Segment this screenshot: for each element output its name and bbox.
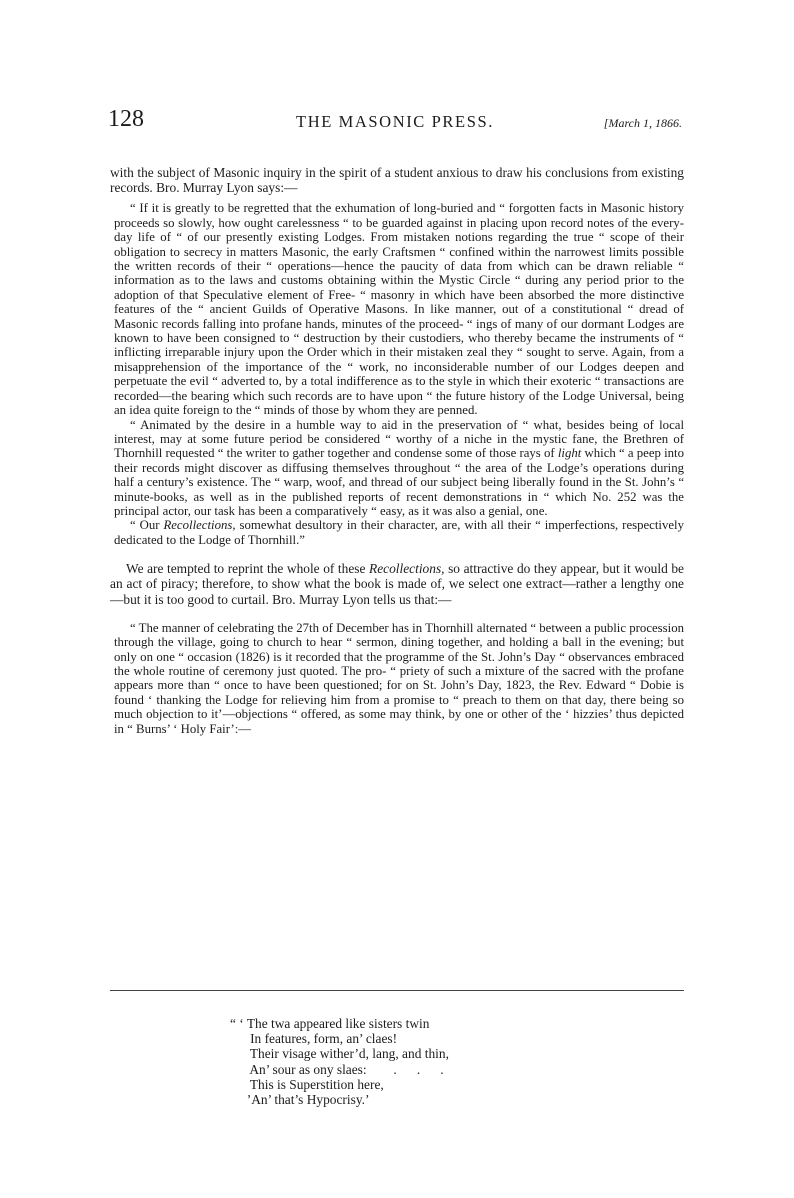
quote-text: which “ a peep into their records might discover as diffusing themselves throughout “ the area of the Lodge’s operations during half a century’s existence. The “ warp, woof, and thread of our subject being liberally found in the St. John’s “ minute-books, as well as in the published reports of recent demonstrations in “ which No. 252 was the principal actor, our task has been a comparatively “ easy, as it was also a genial, one.	[114, 446, 685, 518]
verse-line: ’An’ that’s Hypocrisy.’	[230, 1092, 370, 1108]
quote-lyon	[110, 201, 684, 547]
quote-text: “ Animated by the desire in a humble way to aid in the preservation of “ what, besides being of local interest, may at some future period be considered “ worthy of a niche in the mystic fane, the Brethren of Thornhill requested “ the writer to gather together and condense some of those rays of	[114, 417, 684, 461]
intro-paragraph: with the subject of Masonic inquiry in the spirit of a student anxious to draw his conclusions from existing records. Bro. Murray Lyon says:—	[110, 165, 684, 196]
quote-paragraph: “ If it is greatly to be regretted that the exhumation of long-buried and “ forgotten facts in Masonic history proceeds so slowly, how ought carelessness “ to be guarded against in placing upon record notes of the every-day life of “ of our presently existing Lodges. From mistaken notions regarding the true “ scope of their obligation to secrecy in matters Masonic, the early Craftsmen “ confined within the narrowest limits possible the written records of their “ operations—hence the paucity of data from which can be drawn reliable “ information as to the laws and customs obtaining within the Mystic Circle “ during any period prior to the adoption of that Speculative element of Free- “ masonry in which have been absorbed the more distinctive features of the “ ancient Guilds of Operative Masons. In like manner, out of a constitutional “ dread of Masonic records falling into profane hands, minutes of the proceed- “ ings of many of our dormant Lodges are known to have been consigned to “ destruction by their custodiers, who thereby became the instruments of “ inflicting irreparable injury upon the Order which in their mistaken zeal they “ sought to serve. Again, from a misapprehension of the importance of the “ work, no inconsiderable number of our Lodges deepen and perpetuate the evil “ adverted to, by a total indifference as to the style in which their exoteric “ transactions are recorded—the bearing which such records are to have upon “ the future history of the Lodge Universal, being an idea quite foreign to the “ minds of those by whom they are penned.	[114, 201, 684, 418]
verse-line: “ ‘ The twa appeared like sisters twin	[230, 1016, 430, 1031]
page-header	[108, 106, 682, 140]
article-body	[110, 165, 684, 736]
verse-line: This is Superstition here,	[230, 1076, 384, 1092]
verse-line: An’ sour as ony slaes: . . .	[230, 1061, 444, 1077]
quote-text: “ Our	[130, 518, 164, 533]
quote-thornhill: “ The manner of celebrating the 27th of December has in Thornhill alternated “ between a public procession through the village, going to church to hear “ sermon, dining together, and holding a ball in the evening; but only on one “ occasion (1826) is it recorded that the programme of the St. John’s Day “ observances embraced the whole routine of ceremony just quoted. The pro- “ priety of such a mixture of the sacred with the profane appears more than “ once to have been questioned; for on St. John’s Day, 1823, the Rev. Edward “ Dobie is found ‘ thanking the Lodge for relieving him from a promise to “ preach to them on that day, there being so much objection to it’—objections “ offered, as some may think, by one or other of the ‘ hizzies’ thus depicted in “ Burns’ ‘ Holy Fair’:—	[114, 620, 684, 736]
body-text: We are tempted to reprint the whole of these	[126, 561, 370, 577]
running-title: THE MASONIC PRESS.	[296, 112, 494, 131]
issue-date: [March 1, 1866.	[603, 116, 682, 130]
middle-paragraph	[110, 561, 684, 607]
quote-paragraph	[110, 418, 684, 519]
divider-rule	[110, 990, 684, 991]
verse-line: Their visage wither’d, lang, and thin,	[230, 1046, 449, 1062]
body-emphasis: Recollections,	[369, 561, 445, 577]
verse-line: In features, form, an’ claes!	[230, 1031, 398, 1047]
quote-emphasis: Recollections,	[163, 518, 236, 533]
quote-emphasis: light	[557, 446, 582, 461]
verse-quote	[230, 1016, 449, 1107]
page-number: 128	[108, 106, 144, 132]
quote-paragraph	[110, 518, 684, 547]
quote-text: somewhat desultory in their character, are, with all their “ imperfections, respectively dedicated to the Lodge of Thornhill.”	[114, 518, 684, 547]
body-text: so attractive do they appear, but it would be an act of piracy; therefore, to show what the book is made of, we select one extract—rather a lengthy one—but it is too good to curtail. Bro. Murray Lyon tells us that:—	[110, 561, 685, 607]
